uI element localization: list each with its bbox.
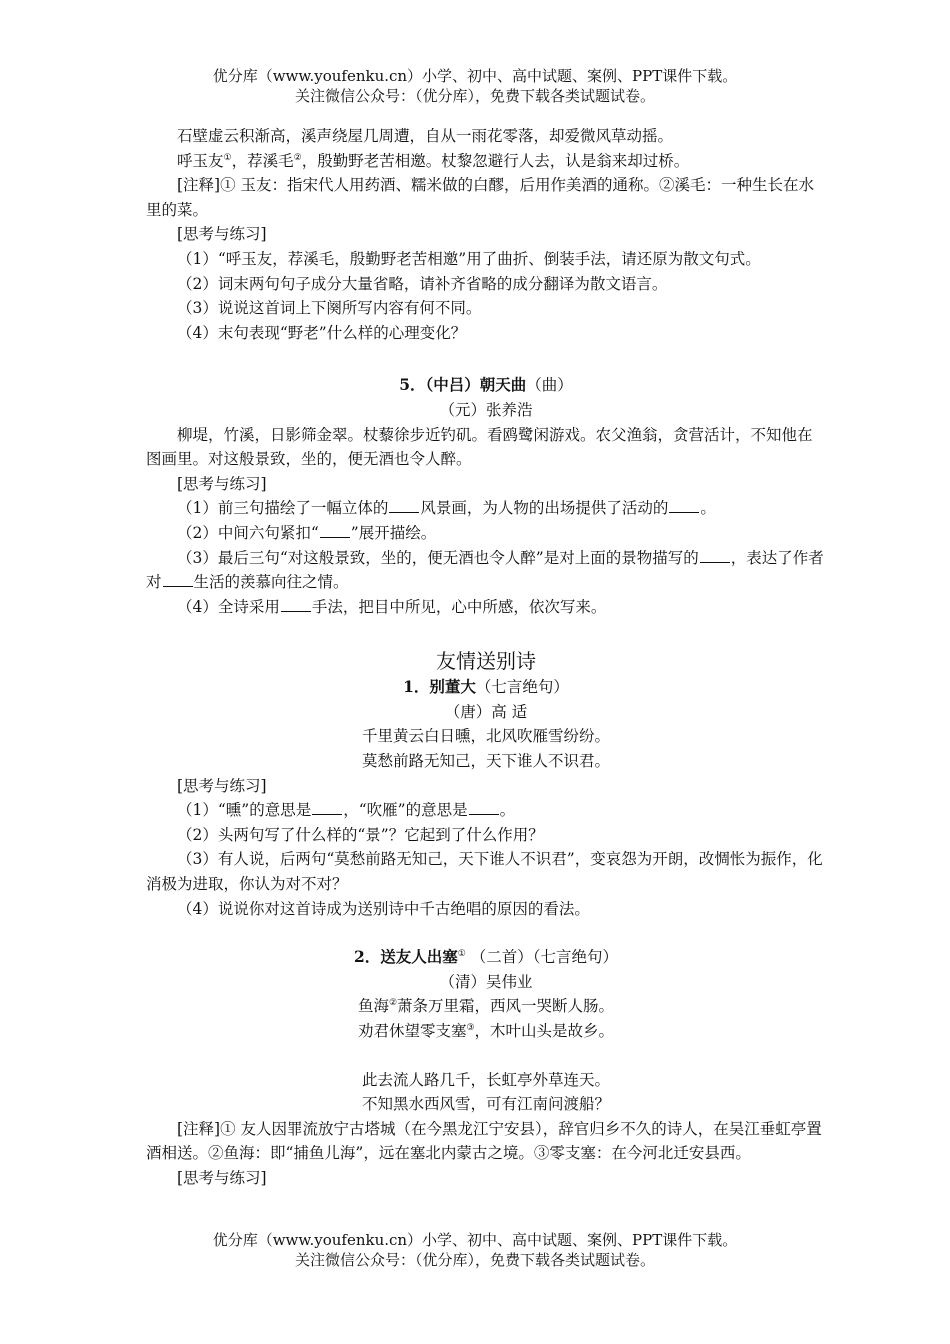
footnote-ref-1: ① [223, 152, 232, 163]
farewell-poem2-line-2: 劝君休望零支塞③，木叶山头是故乡。 [357, 1022, 615, 1040]
farewell-poem2-title: 2．送友人出塞① （二首）（七言绝句） [353, 947, 619, 967]
page-header [0, 66, 950, 106]
poem4-question-4: （4）末句表现“野老”什么样的心理变化？ [177, 323, 467, 342]
poem5-author: （元）张养浩 [439, 400, 533, 419]
footnote-ref-2: ② [388, 998, 398, 1009]
farewell-poem2-author: （清）吴伟业 [439, 972, 533, 991]
poem5-question-2: （2）中间六句紧扣“ ”展开描绘。 [177, 523, 437, 542]
document-body [146, 124, 826, 1191]
poem5-question-3: （3）最后三句“对这般景致，坐的，便无酒也令人醉”是对上面的景物描写的 ，表达了作者对 生活的羡慕向往之情。 [146, 548, 824, 592]
farewell-poem2-line-1: 鱼海②萧条万里霜，西风一哭断人肠。 [357, 997, 615, 1016]
farewell-poem1-line-2: 莫愁前路无知己，天下谁人不识君。 [361, 752, 610, 771]
farewell-poem1-exercise-label: [思考与练习] [177, 776, 267, 795]
poem4-question-3: （3）说说这首词上下阕所写内容有何不同。 [177, 299, 482, 318]
poem5-question-1: （1）前三句描绘了一幅立体的 风景画，为人物的出场提供了活动的 。 [177, 499, 716, 518]
footer-line-2: 关注微信公众号：（优分库），免费下载各类试题试卷。 [294, 1251, 655, 1269]
header-line-2: 关注微信公众号：（优分库），免费下载各类试题试卷。 [294, 87, 655, 105]
header-line-1: 优分库（www.youfenku.cn）小学、初中、高中试题、案例、PPT课件下载。 [212, 67, 738, 85]
poem5-exercise-label: [思考与练习] [177, 474, 267, 493]
poem4-exercise-label: [思考与练习] [177, 225, 267, 244]
poem4-line-2: 呼玉友①，荐溪毛②，殷勤野老苦相邀。杖黎忽避行人去，认是翁来却过桥。 [177, 151, 690, 170]
farewell-poem1-question-2: （2）头两句写了什么样的“景”？它起到了什么作用？ [177, 825, 544, 844]
farewell-poem1-line-1: 千里黄云白日曛，北风吹雁雪纷纷。 [361, 727, 610, 746]
answer-blank[interactable] [312, 800, 342, 815]
answer-blank[interactable] [163, 572, 193, 587]
poem4-line-1: 石壁虚云积渐高，溪声绕屋几周遭，自从一雨花零落，却爱微风草动摇。 [177, 127, 674, 145]
answer-blank[interactable] [469, 800, 499, 815]
farewell-poem1-question-4: （4）说说你对这首诗成为送别诗中千古绝唱的原因的看法。 [177, 899, 590, 918]
farewell-poem2-note: [注释]① 友人因罪流放宁古塔城（在今黑龙江宁安县），辞官归乡不久的诗人，在吴江垂虹亭置酒相送。②鱼海：即“捕鱼儿海”，远在塞北内蒙古之境。③零支塞：在今河北迁安县西。 [146, 1119, 822, 1163]
footnote-ref-2: ② [293, 152, 302, 163]
page-footer [0, 1230, 950, 1270]
poem5-title: 5．（中吕）朝天曲（曲） [399, 375, 573, 395]
answer-blank[interactable] [669, 498, 699, 513]
farewell-poem2-line-3: 此去流人路几千，长虹亭外草连天。 [361, 1070, 610, 1089]
farewell-poem1-author: （唐）高 适 [444, 702, 528, 721]
answer-blank[interactable] [389, 498, 419, 513]
answer-blank[interactable] [320, 523, 350, 538]
farewell-poem1-title: 1．别董大（七言绝句） [403, 677, 569, 697]
poem4-note: [注释]① 玉友：指宋代人用药酒、糯米做的白醪，后用作美酒的通称。②溪毛：一种生长在水里的菜。 [146, 176, 815, 219]
section-title: 友情送别诗 [436, 649, 536, 674]
farewell-poem1-question-1: （1）“曛”的意思是 ，“吹雁”的意思是 。 [177, 801, 516, 820]
poem4-question-1: （1）“呼玉友，荐溪毛，殷勤野老苦相邀”用了曲折、倒装手法，请还原为散文句式。 [177, 249, 761, 268]
poem4-question-2: （2）词末两句句子成分大量省略，请补齐省略的成分翻译为散文语言。 [177, 274, 668, 293]
farewell-poem1-question-3: （3）有人说，后两句“莫愁前路无知己，天下谁人不识君”，变哀怨为开朗，改惆怅为振作，化消极为进取，你认为对不对？ [146, 850, 823, 894]
poem5-question-4: （4）全诗采用 手法，把目中所见，心中所感，依次写来。 [177, 597, 607, 616]
answer-blank[interactable] [281, 597, 311, 612]
footnote-ref-3: ③ [466, 1022, 475, 1033]
farewell-poem2-line-4: 不知黑水西风雪，可有江南问渡船？ [361, 1095, 610, 1114]
footnote-ref-1: ① [457, 949, 466, 960]
footer-line-1: 优分库（www.youfenku.cn）小学、初中、高中试题、案例、PPT课件下载。 [212, 1231, 738, 1249]
farewell-poem2-exercise-label: [思考与练习] [177, 1168, 267, 1187]
answer-blank[interactable] [700, 548, 730, 563]
poem5-body: 柳堤，竹溪，日影筛金翠。杖藜徐步近钓矶。看鸥鹭闲游戏。农父渔翁，贪营活计，不知他在图画里。对这般景致，坐的，便无酒也令人醉。 [146, 425, 813, 469]
